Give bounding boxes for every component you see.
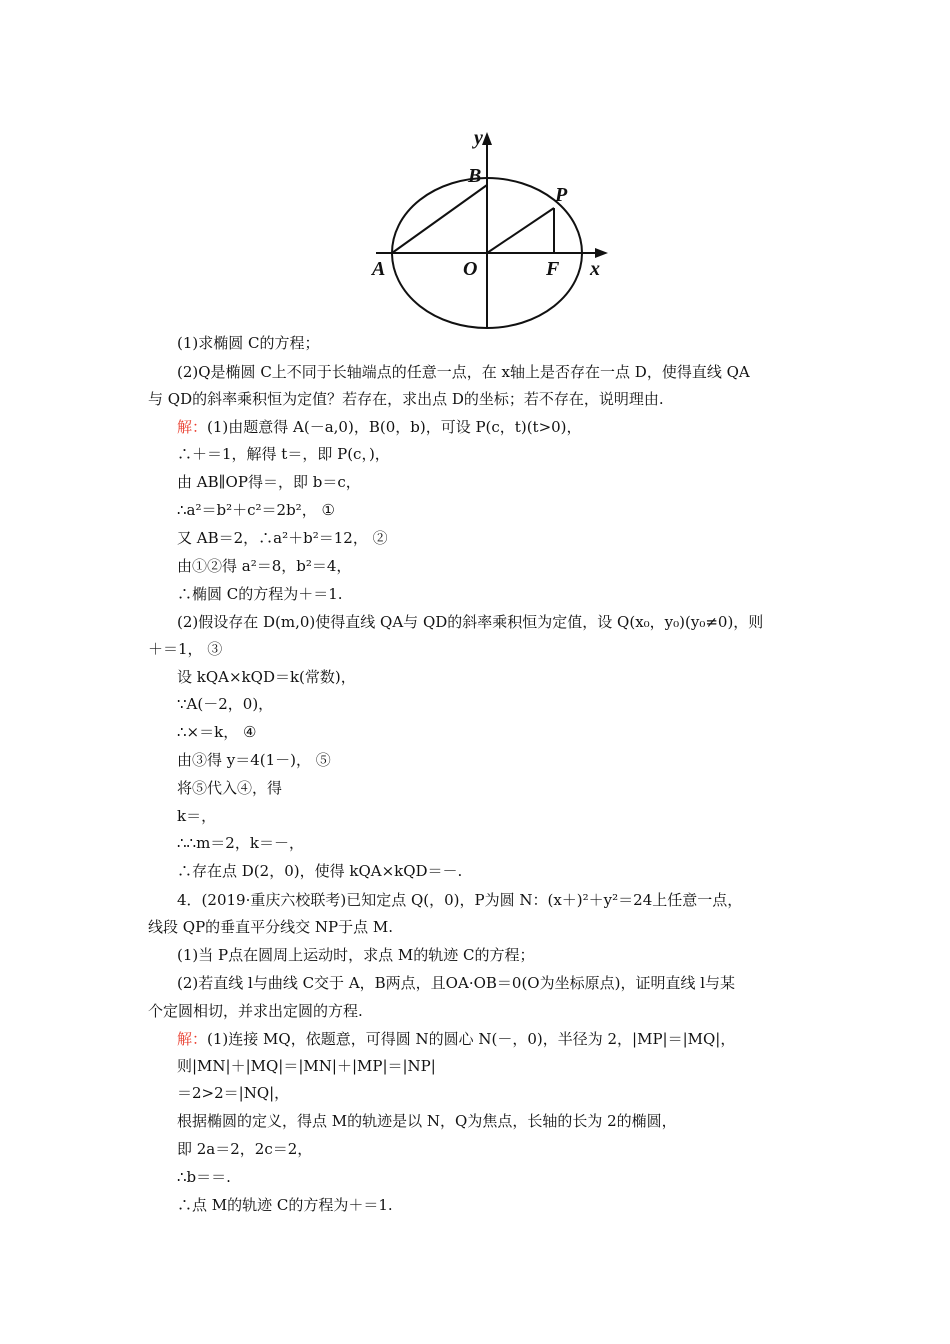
ellipse-figure	[362, 118, 618, 336]
label-y: y	[474, 127, 483, 149]
solution-line: k＝，	[177, 807, 217, 825]
problem-4-part-1: (1)当 P点在圆周上运动时，求点 M的轨迹 C的方程；	[177, 946, 535, 964]
solution-line: 即 2a＝2，2c＝2，	[177, 1140, 313, 1158]
solution-line: 由③得 y＝4(1－)， ⑤	[177, 751, 331, 769]
solution-line: ＋＝1， ③	[148, 640, 223, 658]
problem-4: 4．(2019·重庆六校联考)已知定点 Q(，0)，P为圆 N：(x＋)²＋y²＝24上任意一点，	[177, 891, 743, 909]
x-axis-arrow	[595, 248, 608, 258]
solution-line: ∴a²＝b²＋c²＝2b²， ①	[177, 501, 335, 519]
solution-text: (1)由题意得 A(－a,0)，B(0，b)，可设 P(c，t)(t>0)，	[207, 418, 582, 436]
solution-line: 根据椭圆的定义，得点 M的轨迹是以 N，Q为焦点，长轴的长为 2的椭圆，	[177, 1112, 677, 1130]
segment-OP	[487, 208, 554, 253]
solution-line	[177, 1029, 735, 1049]
solution-line: ∴∴m＝2，k＝－，	[177, 834, 304, 852]
solution-label: 解：	[177, 1030, 208, 1048]
solution-line: 设 kQA×kQD＝k(常数)，	[177, 668, 356, 686]
solution-line: ∴×＝k， ④	[177, 723, 257, 741]
label-x: x	[590, 258, 600, 280]
question-part-2-cont: 与 QD的斜率乘积恒为定值？若存在，求出点 D的坐标；若不存在，说明理由.	[148, 390, 664, 408]
question-part-1: (1)求椭圆 C的方程；	[177, 334, 320, 352]
solution-line: ∴b＝＝.	[177, 1168, 231, 1186]
problem-4-part-2-cont: 个定圆相切，并求出定圆的方程.	[148, 1002, 363, 1020]
solution-label: 解：	[177, 418, 208, 436]
solution-line: 又 AB＝2，∴a²＋b²＝12， ②	[177, 529, 388, 547]
solution-line: ＝2>2＝|NQ|，	[177, 1084, 290, 1102]
solution-line: ∴点 M的轨迹 C的方程为＋＝1.	[177, 1196, 393, 1214]
solution-text: (1)连接 MQ，依题意，可得圆 N的圆心 N(－，0)，半径为 2，|MP|＝|MQ|，	[207, 1030, 736, 1048]
solution-line: ∵A(－2，0)，	[177, 695, 274, 713]
ellipse-diagram	[362, 118, 618, 336]
question-part-2: (2)Q是椭圆 C上不同于长轴端点的任意一点，在 x轴上是否存在一点 D，使得直线 QA	[177, 363, 750, 381]
label-B: B	[468, 165, 482, 187]
solution-line: (2)假设存在 D(m,0)使得直线 QA与 QD的斜率乘积恒为定值，设 Q(x₀，y₀)(y₀≠0)，则	[177, 613, 764, 631]
solution-line: ∴椭圆 C的方程为＋＝1.	[177, 585, 343, 603]
solution-line: ∴存在点 D(2，0)，使得 kQA×kQD＝－.	[177, 862, 463, 880]
problem-4-cont: 线段 QP的垂直平分线交 NP于点 M.	[148, 918, 394, 936]
problem-4-part-2: (2)若直线 l与曲线 C交于 A，B两点，且OA·OB＝0(O为坐标原点)，证明直线 l与某	[177, 974, 736, 992]
solution-line: 将⑤代入④，得	[177, 779, 283, 797]
label-A: A	[372, 258, 386, 280]
solution-line: ∴＋＝1，解得 t＝，即 P(c，)，	[177, 445, 390, 463]
label-O: O	[463, 258, 478, 280]
label-F: F	[546, 258, 560, 280]
solution-line: 由①②得 a²＝8，b²＝4，	[177, 557, 352, 575]
segment-AB	[392, 185, 487, 253]
solution-line	[177, 417, 582, 437]
y-axis-arrow	[482, 132, 492, 145]
label-P: P	[555, 184, 568, 206]
solution-line: 由 AB∥OP得＝，即 b＝c，	[177, 473, 361, 491]
solution-line: 则|MN|＋|MQ|＝|MN|＋|MP|＝|NP|	[177, 1057, 436, 1075]
